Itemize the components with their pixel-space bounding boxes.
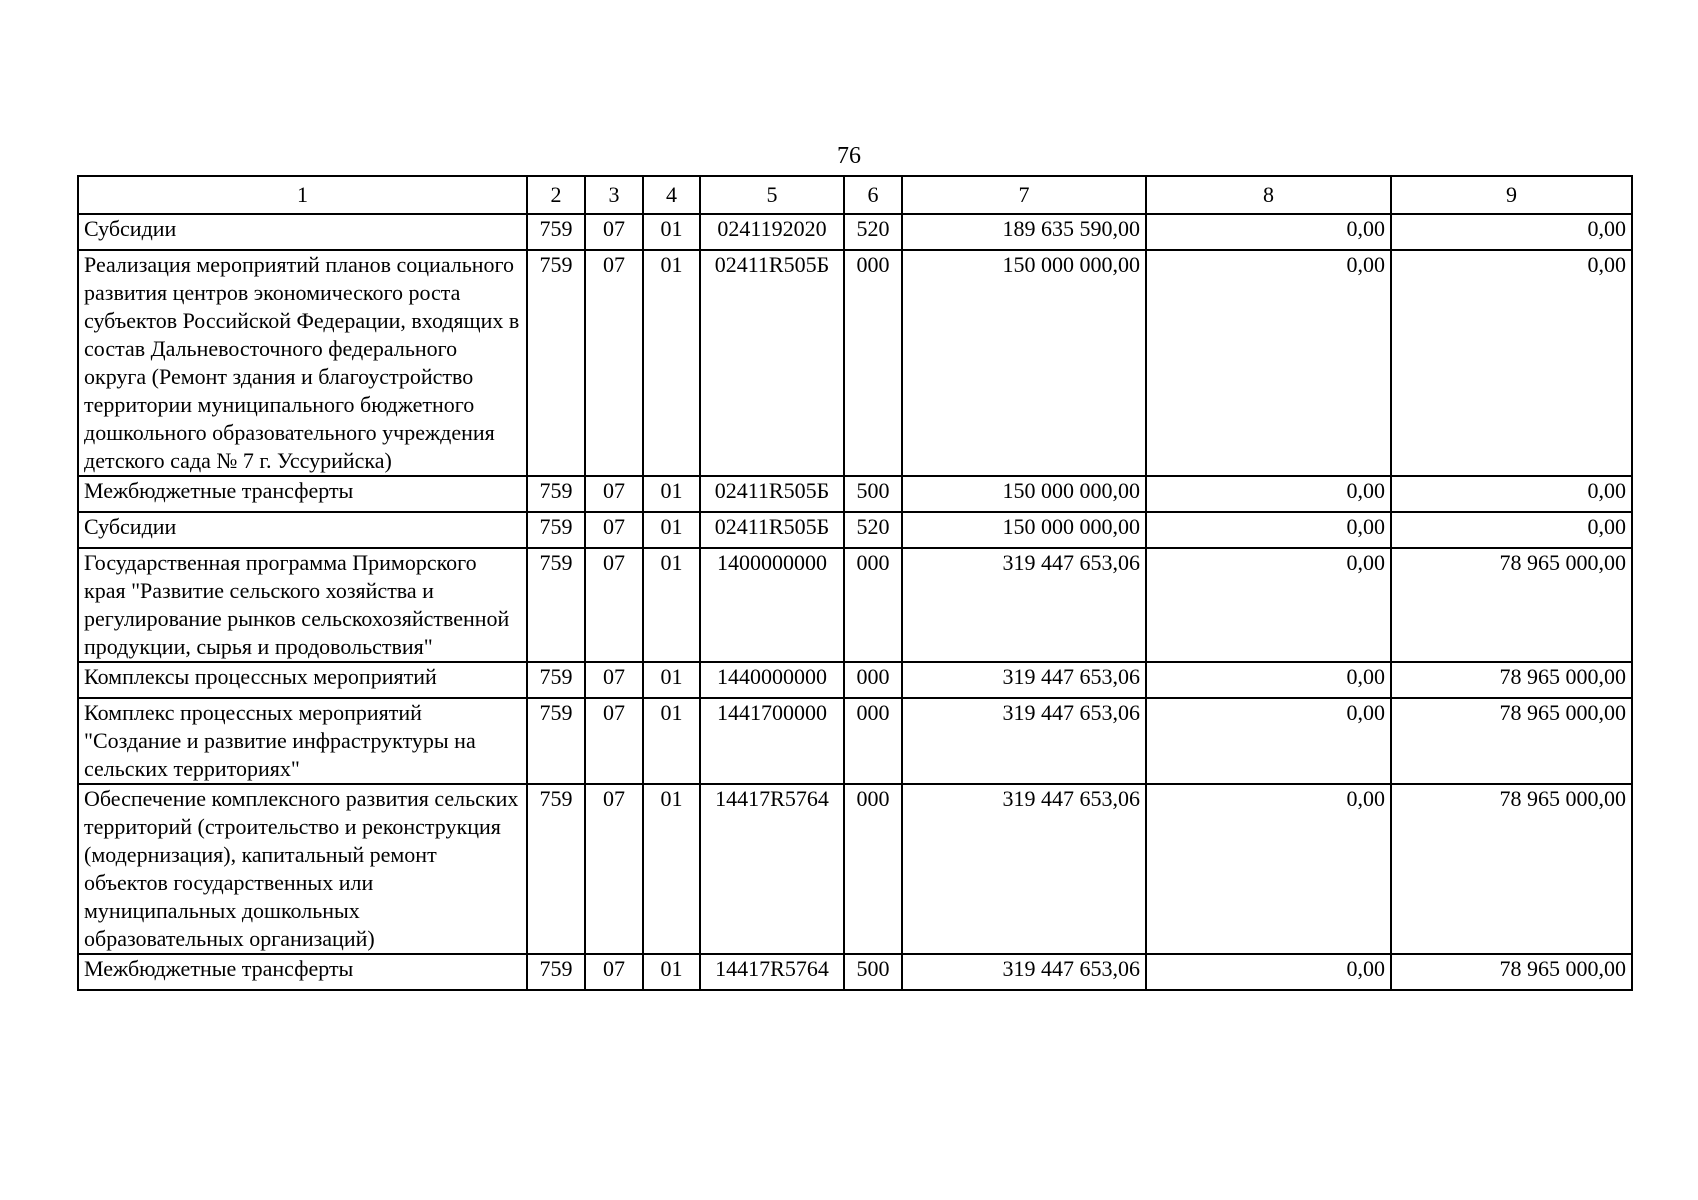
code-cell: 759 — [527, 548, 585, 662]
code-cell: 000 — [844, 662, 902, 698]
table-row — [78, 784, 1632, 954]
table-row — [78, 662, 1632, 698]
code-cell: 07 — [585, 548, 643, 662]
code-cell: 759 — [527, 954, 585, 990]
amount-cell: 0,00 — [1391, 476, 1632, 512]
amount-cell: 0,00 — [1146, 512, 1391, 548]
amount-cell: 0,00 — [1391, 512, 1632, 548]
code-cell: 07 — [585, 214, 643, 250]
page-number: 76 — [837, 143, 861, 169]
code-cell: 07 — [585, 662, 643, 698]
header-cell: 2 — [527, 176, 585, 214]
header-cell: 9 — [1391, 176, 1632, 214]
code-cell: 520 — [844, 512, 902, 548]
amount-cell: 150 000 000,00 — [902, 250, 1146, 476]
code-cell: 759 — [527, 250, 585, 476]
amount-cell: 0,00 — [1146, 214, 1391, 250]
code-cell: 14417R5764 — [700, 954, 844, 990]
amount-cell: 78 965 000,00 — [1391, 698, 1632, 784]
code-cell: 1441700000 — [700, 698, 844, 784]
code-cell: 000 — [844, 698, 902, 784]
row-name: Комплексы процессных мероприятий — [78, 662, 527, 698]
table-row — [78, 698, 1632, 784]
code-cell: 07 — [585, 954, 643, 990]
code-cell: 500 — [844, 476, 902, 512]
amount-cell: 78 965 000,00 — [1391, 954, 1632, 990]
header-cell: 5 — [700, 176, 844, 214]
amount-cell: 189 635 590,00 — [902, 214, 1146, 250]
code-cell: 01 — [643, 698, 700, 784]
amount-cell: 150 000 000,00 — [902, 512, 1146, 548]
code-cell: 520 — [844, 214, 902, 250]
table-row — [78, 250, 1632, 476]
amount-cell: 0,00 — [1146, 954, 1391, 990]
amount-cell: 319 447 653,06 — [902, 784, 1146, 954]
row-name: Реализация мероприятий планов социального развития центров экономического роста субъектов Российской Федерации, входящих в состав Дальневосточного федерального округа (Ремонт здания и благоустройство территории муниципального бюджетного дошкольного образовательного учреждения детского сада № 7 г. Уссурийска) — [78, 250, 527, 476]
code-cell: 01 — [643, 250, 700, 476]
amount-cell: 0,00 — [1146, 476, 1391, 512]
header-cell: 1 — [78, 176, 527, 214]
amount-cell: 0,00 — [1391, 250, 1632, 476]
table-row — [78, 512, 1632, 548]
code-cell: 02411R505Б — [700, 512, 844, 548]
amount-cell: 0,00 — [1146, 548, 1391, 662]
amount-cell: 0,00 — [1391, 214, 1632, 250]
row-name: Межбюджетные трансферты — [78, 954, 527, 990]
table-row — [78, 548, 1632, 662]
amount-cell: 78 965 000,00 — [1391, 662, 1632, 698]
row-name: Субсидии — [78, 214, 527, 250]
amount-cell: 319 447 653,06 — [902, 698, 1146, 784]
code-cell: 0241192020 — [700, 214, 844, 250]
amount-cell: 319 447 653,06 — [902, 548, 1146, 662]
code-cell: 1440000000 — [700, 662, 844, 698]
row-name: Межбюджетные трансферты — [78, 476, 527, 512]
code-cell: 01 — [643, 512, 700, 548]
code-cell: 759 — [527, 476, 585, 512]
code-cell: 759 — [527, 698, 585, 784]
row-name: Комплекс процессных мероприятий "Создание и развитие инфраструктуры на сельских территориях" — [78, 698, 527, 784]
code-cell: 07 — [585, 784, 643, 954]
code-cell: 02411R505Б — [700, 476, 844, 512]
header-row — [78, 176, 1632, 214]
code-cell: 01 — [643, 214, 700, 250]
code-cell: 01 — [643, 662, 700, 698]
amount-cell: 319 447 653,06 — [902, 954, 1146, 990]
code-cell: 01 — [643, 476, 700, 512]
header-cell: 6 — [844, 176, 902, 214]
code-cell: 759 — [527, 662, 585, 698]
code-cell: 01 — [643, 784, 700, 954]
code-cell: 07 — [585, 698, 643, 784]
amount-cell: 319 447 653,06 — [902, 662, 1146, 698]
row-name: Субсидии — [78, 512, 527, 548]
code-cell: 000 — [844, 250, 902, 476]
amount-cell: 78 965 000,00 — [1391, 548, 1632, 662]
code-cell: 759 — [527, 512, 585, 548]
code-cell: 14417R5764 — [700, 784, 844, 954]
code-cell: 759 — [527, 214, 585, 250]
code-cell: 500 — [844, 954, 902, 990]
code-cell: 07 — [585, 250, 643, 476]
amount-cell: 78 965 000,00 — [1391, 784, 1632, 954]
table-row — [78, 954, 1632, 990]
code-cell: 01 — [643, 954, 700, 990]
header-cell: 4 — [643, 176, 700, 214]
amount-cell: 0,00 — [1146, 250, 1391, 476]
budget-table — [77, 175, 1633, 991]
code-cell: 07 — [585, 476, 643, 512]
amount-cell: 0,00 — [1146, 662, 1391, 698]
header-cell: 8 — [1146, 176, 1391, 214]
amount-cell: 150 000 000,00 — [902, 476, 1146, 512]
code-cell: 07 — [585, 512, 643, 548]
row-name: Государственная программа Приморского края "Развитие сельского хозяйства и регулирование рынков сельскохозяйственной продукции, сырья и продовольствия" — [78, 548, 527, 662]
code-cell: 000 — [844, 784, 902, 954]
table-row — [78, 476, 1632, 512]
code-cell: 02411R505Б — [700, 250, 844, 476]
row-name: Обеспечение комплексного развития сельских территорий (строительство и реконструкция (модернизация), капитальный ремонт объектов государственных или муниципальных дошкольных образовательных организаций) — [78, 784, 527, 954]
header-cell: 7 — [902, 176, 1146, 214]
table-row — [78, 214, 1632, 250]
amount-cell: 0,00 — [1146, 784, 1391, 954]
code-cell: 1400000000 — [700, 548, 844, 662]
code-cell: 000 — [844, 548, 902, 662]
header-cell: 3 — [585, 176, 643, 214]
amount-cell: 0,00 — [1146, 698, 1391, 784]
code-cell: 759 — [527, 784, 585, 954]
code-cell: 01 — [643, 548, 700, 662]
